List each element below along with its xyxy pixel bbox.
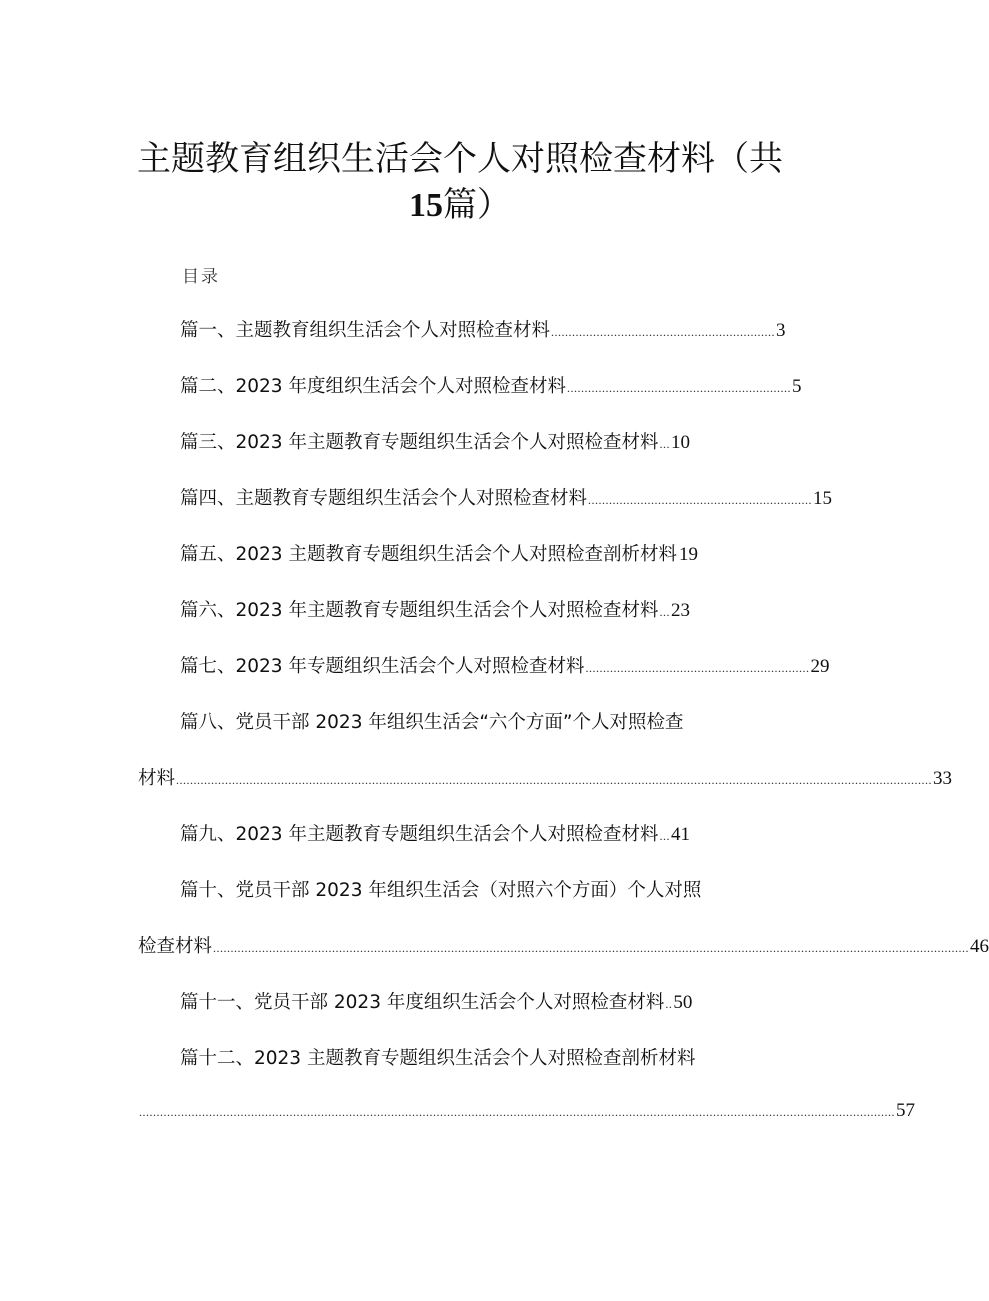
- toc-entry-title: 篇九、2023 年主题教育专题组织生活会个人对照检查材料: [180, 824, 659, 845]
- toc-entry-title: 篇十一、党员干部 2023 年度组织生活会个人对照检查材料: [180, 992, 665, 1013]
- toc-leader-dots: ........................................................................................................................................................................................................................: [176, 773, 933, 787]
- toc-entry[interactable]: [180, 596, 740, 627]
- toc-entry[interactable]: [180, 820, 740, 851]
- document-title-line-1: 主题教育组织生活会个人对照检查材料（共: [137, 139, 783, 179]
- toc-entry-title: 篇七、2023 年专题组织生活会个人对照检查材料: [180, 656, 585, 677]
- toc-page-number: 46: [970, 936, 989, 957]
- toc-leader-dots: ........................................................................................................................................................................................................................: [213, 941, 970, 955]
- toc-leader-dots: ................................................................: [566, 381, 791, 395]
- toc-entry-title: 篇一、主题教育组织生活会个人对照检查材料: [180, 320, 551, 341]
- toc-entry-title: 篇十二、2023 主题教育专题组织生活会个人对照检查剖析材料: [180, 1048, 696, 1069]
- toc-entry[interactable]: [180, 652, 830, 683]
- toc-page-number: 15: [813, 488, 833, 509]
- toc-page-number: 29: [810, 656, 830, 677]
- toc-entry-title: 篇五、2023 主题教育专题组织生活会个人对照检查剖析材料: [180, 544, 677, 565]
- toc-entry[interactable]: [180, 316, 786, 347]
- toc-entry[interactable]: [180, 1044, 776, 1074]
- toc-entry-title: 篇八、党员干部 2023 年组织生活会“六个方面”个人对照检查: [180, 712, 684, 733]
- toc-page-number: 57: [896, 1100, 915, 1121]
- toc-entry[interactable]: [180, 428, 740, 459]
- title-count: 15: [409, 187, 443, 224]
- toc-entry-title: 篇四、主题教育专题组织生活会个人对照检查材料: [180, 488, 588, 509]
- toc-entry-continuation[interactable]: [138, 1096, 915, 1127]
- toc-entry-title: 材料: [138, 768, 176, 789]
- toc-leader-dots: ................................................................: [588, 493, 813, 507]
- toc-entry[interactable]: [180, 540, 760, 570]
- toc-page-number: 33: [933, 768, 953, 789]
- toc-entry-title: 篇十、党员干部 2023 年组织生活会（对照六个方面）个人对照: [180, 880, 702, 901]
- toc-entry-title: 检查材料: [138, 936, 213, 957]
- toc-entry-title: 篇二、2023 年度组织生活会个人对照检查材料: [180, 376, 566, 397]
- toc-page-number: 5: [791, 376, 802, 397]
- toc-entry-title: 篇六、2023 年主题教育专题组织生活会个人对照检查材料: [180, 600, 659, 621]
- title-suffix: 篇）: [443, 185, 511, 225]
- toc-leader-dots: ........................................................................................................................................................................................................................: [139, 1105, 895, 1119]
- toc-page-number: 10: [670, 432, 690, 453]
- toc-leader-dots: ..: [665, 997, 673, 1011]
- toc-entry-continuation[interactable]: [138, 764, 953, 795]
- toc-page-number: 3: [776, 320, 786, 341]
- toc-leader-dots: ...: [659, 605, 670, 619]
- toc-entry[interactable]: [180, 372, 802, 403]
- document-title-line-2: [100, 182, 820, 229]
- toc-leader-dots: ...: [659, 829, 670, 843]
- toc-page-number: 19: [678, 544, 698, 565]
- toc-heading: 目录: [182, 267, 220, 287]
- toc-leader-dots: ................................................................: [551, 325, 776, 339]
- toc-entry[interactable]: [180, 708, 776, 738]
- toc-entry[interactable]: [180, 988, 740, 1019]
- toc-entry-title: 篇三、2023 年主题教育专题组织生活会个人对照检查材料: [180, 432, 659, 453]
- toc-entry[interactable]: [180, 484, 833, 515]
- toc-entry-continuation[interactable]: [138, 932, 989, 963]
- toc-page-number: 23: [670, 600, 690, 621]
- toc-page-number: 50: [673, 992, 693, 1013]
- toc-leader-dots: ...: [659, 437, 670, 451]
- toc-page-number: 41: [670, 824, 690, 845]
- toc-leader-dots: ................................................................: [585, 661, 810, 675]
- toc-entry[interactable]: [180, 876, 776, 906]
